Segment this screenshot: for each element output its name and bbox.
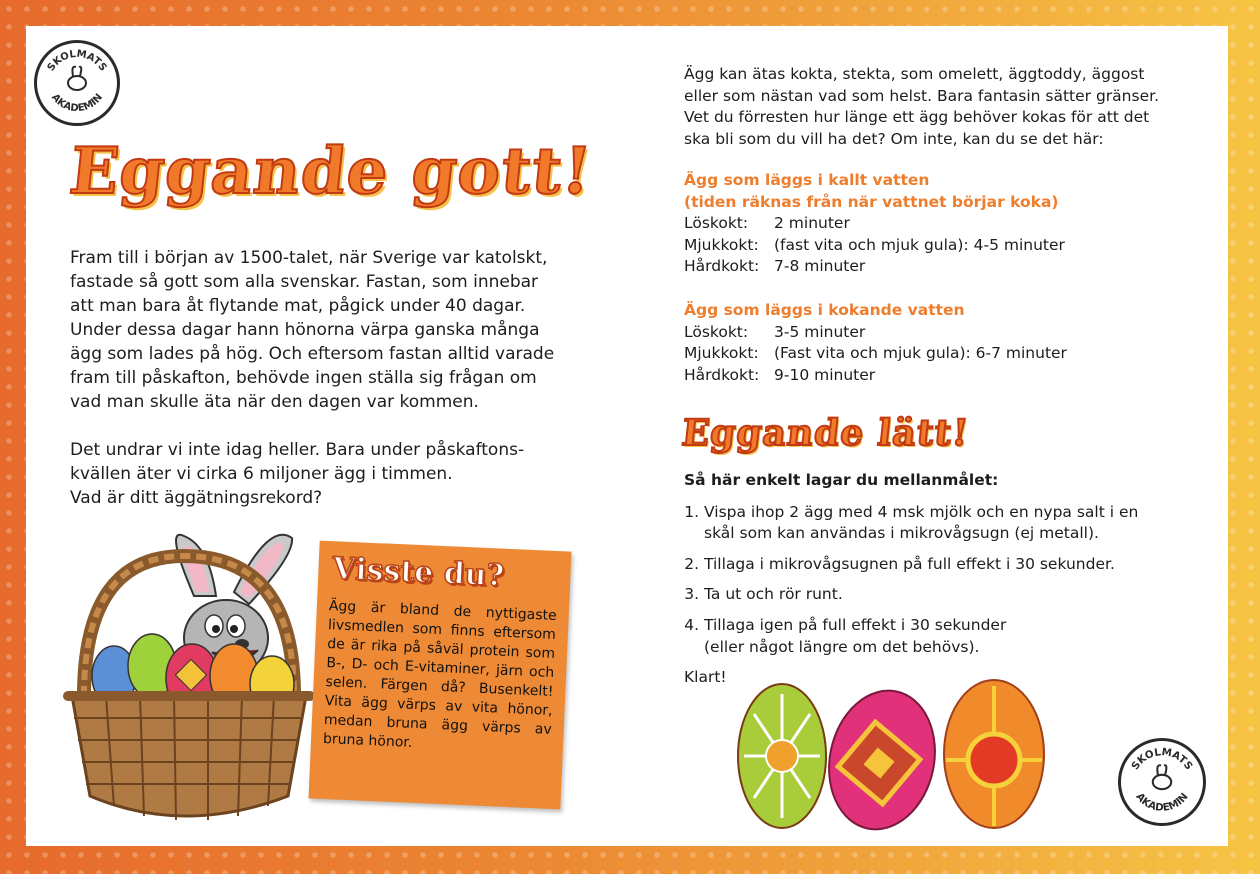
did-you-know-title: Visste du?	[331, 551, 505, 594]
boiling-row-hard	[684, 365, 1184, 387]
page-sheet	[26, 26, 1228, 846]
svg-text:SKOLMATS: SKOLMATS	[45, 48, 109, 74]
cold-row-medium	[684, 235, 1184, 257]
right-intro-paragraph: Ägg kan ätas kokta, stekta, som omelett, äggtoddy, äggost eller som nästan vad som helst. Bara fantasin sätter gränser. Vet du förresten hur länge ett ägg behöver kokas för att det ska bli som du vill ha det? Om inte, kan du se det här:	[684, 65, 1159, 148]
cold-row-hard	[684, 256, 1184, 278]
svg-text:AKADEMIN: AKADEMIN	[49, 91, 105, 115]
did-you-know-box	[308, 541, 571, 810]
recipe-done: Klart!	[684, 668, 727, 687]
svg-text:AKADEMIN: AKADEMIN	[1133, 790, 1191, 814]
row-label: Hårdkokt:	[684, 365, 760, 384]
row-value: 3-5 minuter	[774, 322, 866, 341]
recipe-lead: Så här enkelt lagar du mellanmålet:	[684, 471, 999, 489]
row-label: Hårdkokt:	[684, 257, 760, 276]
row-label: Mjukkokt:	[684, 235, 759, 254]
cold-water-heading: Ägg som läggs i kallt vatten (tiden räknas från när vattnet börjar koka)	[684, 171, 1059, 211]
section-title-recipe: Eggande lätt!	[679, 412, 972, 454]
recipe-section	[684, 470, 1184, 689]
recipe-step: 1. Vispa ihop 2 ägg med 4 msk mjölk och en nypa salt i en skål som kan användas i mikrovågsugn (ej metall).	[704, 502, 1184, 545]
row-value: 7-8 minuter	[774, 257, 866, 276]
row-label: Löskokt:	[684, 322, 749, 341]
did-you-know-text: Ägg är bland de nyttigaste livsmedlen som finns eftersom de är rika på såväl protein som B-, D- och E-vitaminer, järn och selen. Färgen då? Busenkelt! Vita ägg värps av vita hönor, medan bruna ägg värps av bruna hönor.	[322, 598, 558, 751]
row-value: (fast vita och mjuk gula): 4-5 minuter	[774, 235, 1065, 254]
recipe-step: 3. Ta ut och rör runt.	[704, 584, 1184, 606]
boiling-row-soft	[684, 322, 1184, 344]
cold-water-section	[684, 170, 1184, 278]
row-label: Mjukkokt:	[684, 344, 759, 363]
recipe-step: 4. Tillaga igen på full effekt i 30 sekunder (eller något längre om det behövs).	[704, 615, 1184, 658]
intro-paragraph-2: Det undrar vi inte idag heller. Bara under påskaftons- kvällen äter vi cirka 6 miljoner ägg i timmen. Vad är ditt äggätningsrekord?	[70, 440, 525, 508]
skolmatsakademin-logo-bottom	[1118, 738, 1206, 826]
recipe-steps	[684, 502, 1184, 659]
row-label: Löskokt:	[684, 214, 749, 233]
intro-paragraph-1: Fram till i början av 1500-talet, när Sverige var katolskt, fastade så gott som alla svenskar. Fastan, som innebar att man bara åt flytande mat, pågick under 40 dagar. Under dessa dagar hann hönorna värpa ganska många ägg som lades på hög. Och eftersom fastan alltid varade fram till påskafton, behövde ingen ställa sig frågan om vad man skulle äta när den dagen var kommen.	[70, 248, 555, 412]
svg-text:SKOLMATS: SKOLMATS	[1129, 746, 1195, 773]
boiling-water-heading: Ägg som läggs i kokande vatten	[684, 301, 965, 319]
page-title: Eggande gott!	[66, 134, 596, 209]
cold-row-soft	[684, 213, 1184, 235]
decorated-eggs-illustration	[732, 674, 1062, 838]
boiling-water-section	[684, 300, 1184, 386]
easter-basket-illustration	[44, 526, 324, 840]
recipe-step: 2. Tillaga i mikrovågsugnen på full effekt i 30 sekunder.	[704, 554, 1184, 576]
row-value: 2 minuter	[774, 214, 850, 233]
row-value: 9-10 minuter	[774, 365, 876, 384]
boiling-row-medium	[684, 343, 1184, 365]
skolmatsakademin-logo	[34, 40, 120, 126]
row-value: (Fast vita och mjuk gula): 6-7 minuter	[774, 344, 1067, 363]
